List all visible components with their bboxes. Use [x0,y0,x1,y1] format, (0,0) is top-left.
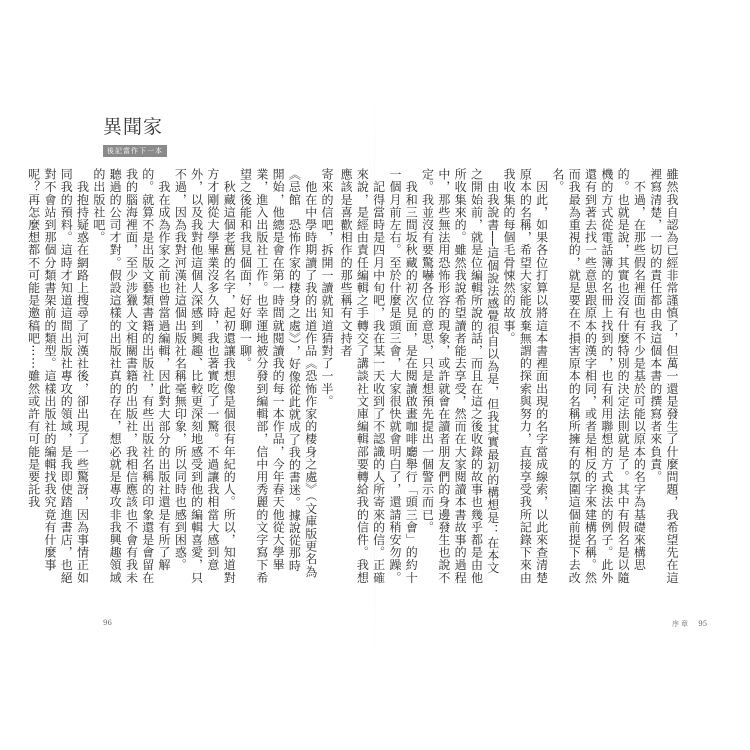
series-header [103,116,167,157]
left-page-body-text: 寄來的信吧，拆開一讀就知道猜對了一半。 他在中學時期讀了我的出道作品《恐怖作家的棲身之處》（文庫版更名為《忌館 恐怖作家的棲身之處》），好像從此就成了我的書迷。據說從那時開始，他總是會在第一時間就閱讀我的每一本作品，今年春天他從大學畢業，進入出版社工作。也幸運地被分發到編輯部，信中用秀麗的文字寫下希望之後能和我見個面，好好聊一聊。 秋藏這個老舊的名字，起初還讓我想像是個很有年紀的人。所以，知道對方才剛從大學畢業沒多久時，我也著實吃了一驚。不過讓我相當大感到意外，以及我對他這個人深感到興趣、比較更深刻地感受到他的編輯喜愛，只不過，因為我對河漢社這個出版社名稱毫無印象，所以同時也感到困惑。 我在成為作家之前也曾當過編輯，因此對大部分的出版社還是有所了解的。就算不是出版文藝類書籍的出版社，有些出版社名稱的印象還是會留在我的腦海裡面，至少涉獵人文相關書籍的出版社，我相信應該也不會有我未聽過的公司才對。假設這樣的出版社真的存在，想必就是專攻非我興趣領域的出版社吧。 我抱持疑惑在網路上搜尋了河漢社後，卻出現了一些驚訝，因為事情正如同我的預料。這時才知道這間出版社專攻的領域，是我即使踏進書店，也絕對不會站到那個分類書架前的類型。這樣出版社的編輯找我究竟有什麼事呢？再怎麼想都不可能是邀稿吧⋯⋯雖然或許有可能是要託我 [26,168,334,584]
right-page-body-text: 雖然我自認為已經非常謹慎了，但萬一還是發生了什麼問題，我希望先在這裡寫清楚，一切的責任都由我這個本書的撰寫者來負責。 不過，在那些假名裡面也有不少是基於可能以原本的名字為基礎來構思的。也就是說，其實也沒有什麼特別的決定法則就是了。其中有假名是以隨機的方式從電話簿的名冊上找到的，也有利用聯想的方式換法的例子。此外還有到著去找一些意思跟原本的漢字相同，或者是相反的字來建構名稱。然而我最為重視的，就是要在不損害原本的名稱所擁有的氛圍這個前提下去改名。 因此，如果各位打算以將這本書裡面出現的名字當成線索，以此來查清楚原本的名稱，希望大家能放棄無謂的探索與努力，直接享受我所記錄下來由我收集的每個毛骨悚然的故事。 由我說書──這個說法感覺很自以為是，但我其實最初的構想是：在本文之開始前，就是位編輯所說的話，而且在這之後收錄的故事也幾乎都是由他所收集來的。雖然我說希望讀者能去享受，然而在大家閱讀本書故事的過程中，那些無法用恐怖形容的現象，或許就會在讀者朋友們的身邊發生也說不定。我並沒有要驚嚇各位的意思，只是想預先提出一個警示而已。 我和三間坂秋藏的初次見面，是在閱讀啟畫咖啡廳舉行「頭三會」的約十一個月前左右。至於什麼是頭三會，大家很快就會明白了，還請稍安勿躁。 記得當時是四月中旬吧，我在某一天收到了不認識的人所寄來的信。正確來說，是經由責任編輯之手轉交了講談社文庫編輯部要轉給我的信件。我想應該是喜歡相作的那些稱有文持者 [339,168,679,584]
running-head: 序章 [672,620,690,628]
series-subtitle-badge: 後記當作下一本 [103,145,167,157]
series-title: 異聞家 [103,116,164,138]
right-page [339,0,750,750]
left-page-number: 96 [103,619,112,627]
right-page-folio [672,619,707,629]
right-page-number: 95 [698,620,708,628]
